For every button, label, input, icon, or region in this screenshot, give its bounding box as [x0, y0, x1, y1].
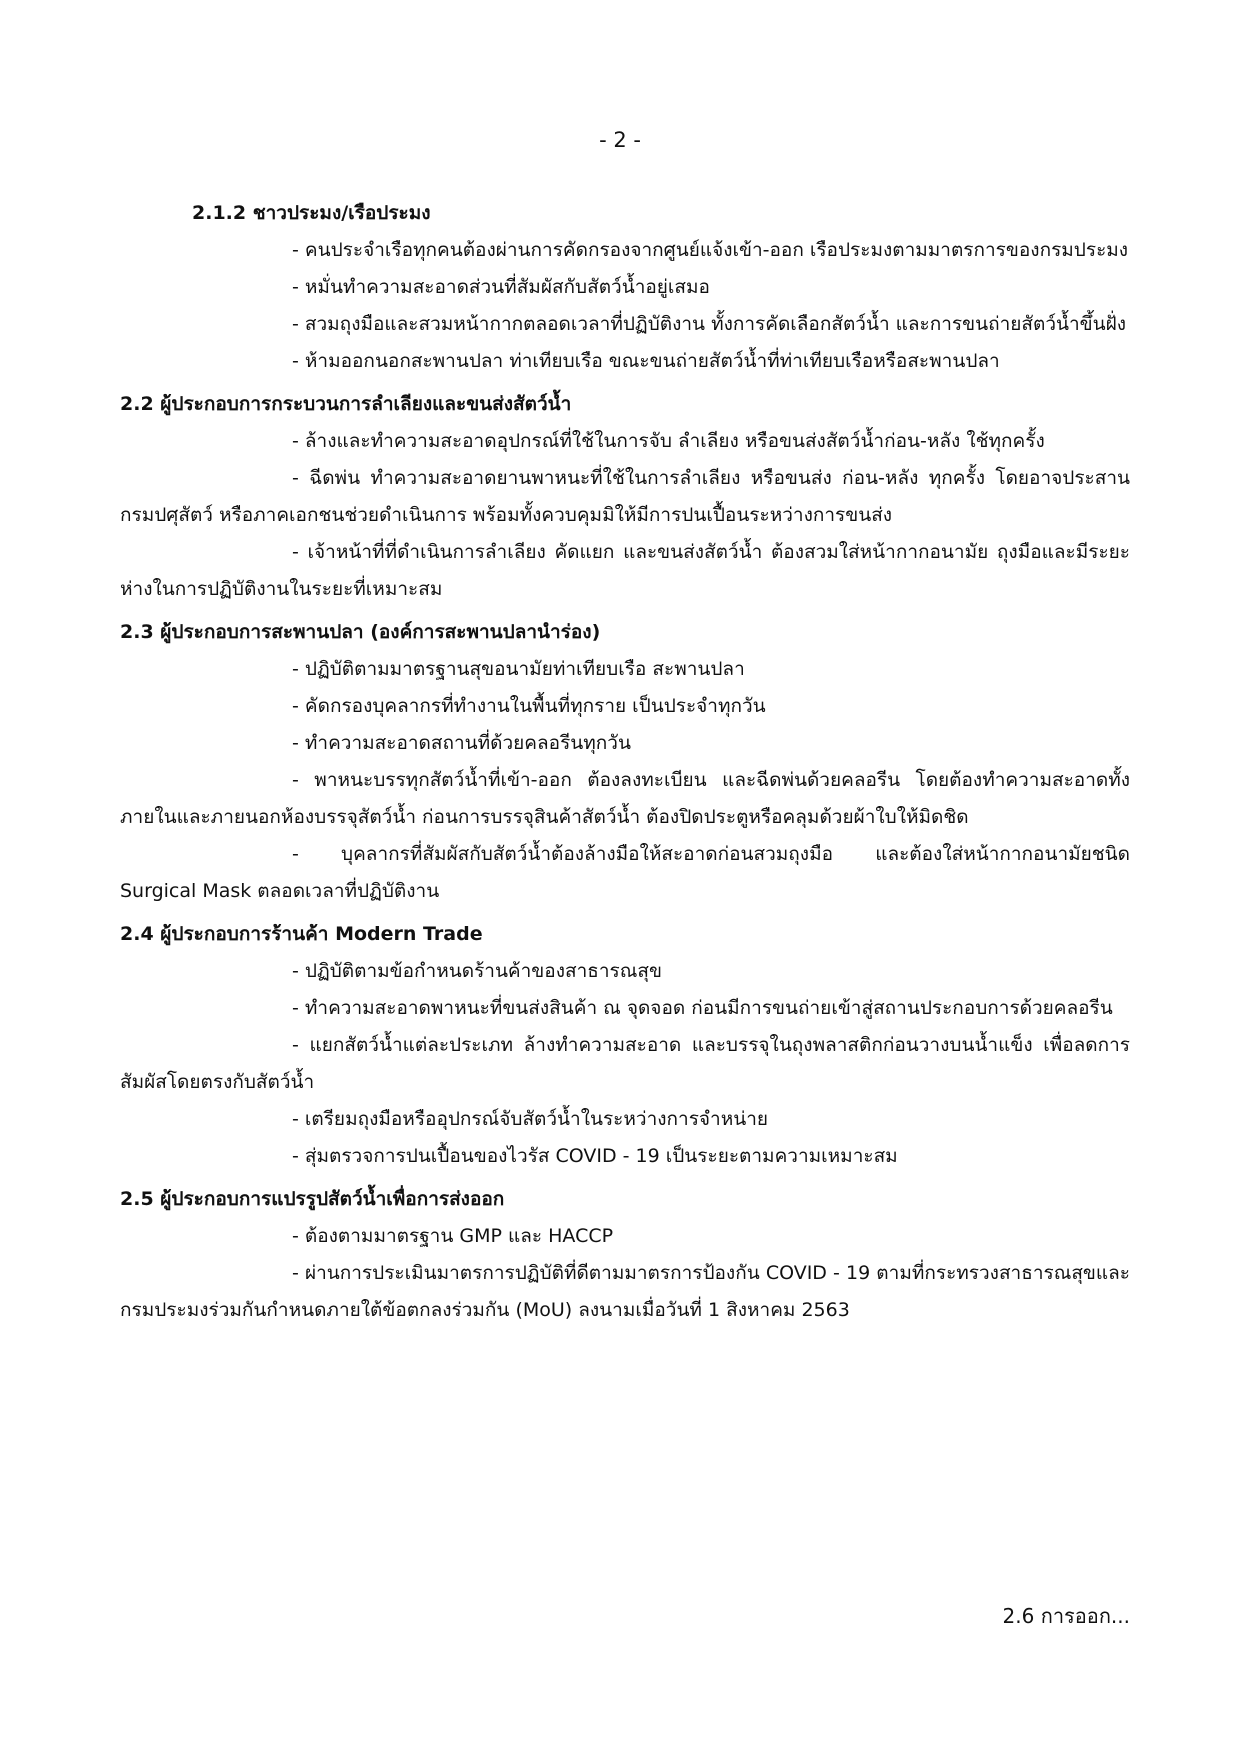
list-item: - ผ่านการประเมินมาตรการปฏิบัติที่ดีตามมาตรการป้องกัน COVID - 19 ตามที่กระทรวงสาธารณสุขและกรมประมงร่วมกันกำหนดภายใต้ข้อตกลงร่วมกัน (MoU) ลงนามเมื่อวันที่ 1 สิงหาคม 2563	[120, 1262, 1130, 1321]
list-item: - ฉีดพ่น ทำความสะอาดยานพาหนะที่ใช้ในการลำเลียง หรือขนส่ง ก่อน-หลัง ทุกครั้ง โดยอาจประสานกรมปศุสัตว์ หรือภาคเอกชนช่วยดำเนินการ พร้อมทั้งควบคุมมิให้มีการปนเปื้อนระหว่างการขนส่ง	[120, 467, 1130, 526]
list-item: - หมั่นทำความสะอาดส่วนที่สัมผัสกับสัตว์น้ำอยู่เสมอ	[292, 276, 710, 298]
section-title: 2.5 ผู้ประกอบการแปรรูปสัตว์น้ำเพื่อการส่งออก	[120, 1188, 505, 1210]
section-title: 2.1.2 ชาวประมง/เรือประมง	[192, 202, 431, 224]
continuation-note: 2.6 การออก...	[1002, 1604, 1130, 1628]
section-title: 2.4 ผู้ประกอบการร้านค้า Modern Trade	[120, 923, 483, 945]
list-item: - ปฏิบัติตามมาตรฐานสุขอนามัยท่าเทียบเรือ สะพานปลา	[292, 658, 745, 680]
list-item: - คัดกรองบุคลากรที่ทำงานในพื้นที่ทุกราย เป็นประจำทุกวัน	[292, 695, 766, 717]
list-item: - พาหนะบรรทุกสัตว์น้ำที่เข้า-ออก ต้องลงทะเบียน และฉีดพ่นด้วยคลอรีน โดยต้องทำความสะอาดทั้งภายในและภายนอกห้องบรรจุสัตว์น้ำ ก่อนการบรรจุสินค้าสัตว์น้ำ ต้องปิดประตูหรือคลุมด้วยผ้าใบให้มิดชิด	[120, 769, 1130, 828]
list-item: - เจ้าหน้าที่ที่ดำเนินการลำเลียง คัดแยก และขนส่งสัตว์น้ำ ต้องสวมใส่หน้ากากอนามัย ถุงมือและมีระยะห่างในการปฏิบัติงานในระยะที่เหมาะสม	[120, 541, 1130, 600]
list-item: - ล้างและทำความสะอาดอุปกรณ์ที่ใช้ในการจับ ลำเลียง หรือขนส่งสัตว์น้ำก่อน-หลัง ใช้ทุกครั้ง	[292, 430, 1045, 452]
list-item: - เตรียมถุงมือหรืออุปกรณ์จับสัตว์น้ำในระหว่างการจำหน่าย	[292, 1108, 769, 1130]
list-item: - ทำความสะอาดพาหนะที่ขนส่งสินค้า ณ จุดจอด ก่อนมีการขนถ่ายเข้าสู่สถานประกอบการด้วยคลอรีน	[292, 997, 1113, 1019]
document-body	[120, 195, 1130, 1329]
page-number: - 2 -	[599, 128, 641, 152]
section-title: 2.3 ผู้ประกอบการสะพานปลา (องค์การสะพานปลานำร่อง)	[120, 621, 601, 643]
list-item: - ปฏิบัติตามข้อกำหนดร้านค้าของสาธารณสุข	[292, 960, 662, 982]
list-item: - ทำความสะอาดสถานที่ด้วยคลอรีนทุกวัน	[292, 732, 631, 754]
section-title: 2.2 ผู้ประกอบการกระบวนการลำเลียงและขนส่งสัตว์น้ำ	[120, 393, 572, 415]
list-item: - ต้องตามมาตรฐาน GMP และ HACCP	[292, 1225, 614, 1247]
list-item: - แยกสัตว์น้ำแต่ละประเภท ล้างทำความสะอาด และบรรจุในถุงพลาสติกก่อนวางบนน้ำแข็ง เพื่อลดการสัมผัสโดยตรงกับสัตว์น้ำ	[120, 1034, 1130, 1093]
list-item: - คนประจำเรือทุกคนต้องผ่านการคัดกรองจากศูนย์แจ้งเข้า-ออก เรือประมงตามมาตรการของกรมประมง	[292, 239, 1129, 261]
list-item: - ห้ามออกนอกสะพานปลา ท่าเทียบเรือ ขณะขนถ่ายสัตว์น้ำที่ท่าเทียบเรือหรือสะพานปลา	[292, 350, 1000, 372]
list-item: - บุคลากรที่สัมผัสกับสัตว์น้ำต้องล้างมือให้สะอาดก่อนสวมถุงมือ และต้องใส่หน้ากากอนามัยชนิด Surgical Mask ตลอดเวลาที่ปฏิบัติงาน	[120, 843, 1130, 902]
list-item: - สวมถุงมือและสวมหน้ากากตลอดเวลาที่ปฏิบัติงาน ทั้งการคัดเลือกสัตว์น้ำ และการขนถ่ายสัตว์น้ำขึ้นฝั่ง	[292, 313, 1127, 335]
list-item: - สุ่มตรวจการปนเปื้อนของไวรัส COVID - 19 เป็นระยะตามความเหมาะสม	[292, 1145, 898, 1167]
